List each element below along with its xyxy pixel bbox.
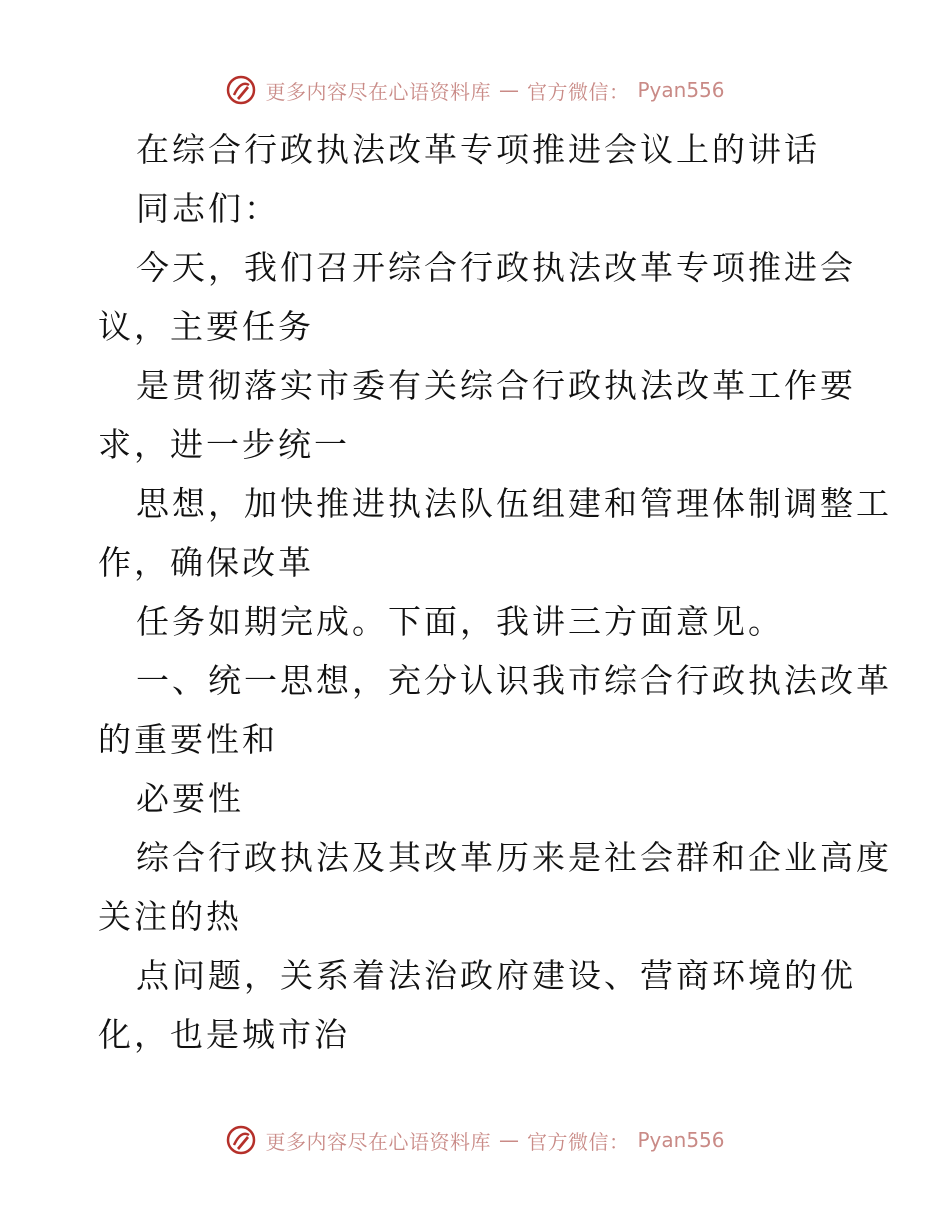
text-line: 必要性 — [136, 779, 244, 818]
watermark-label: 官方微信： — [526, 79, 630, 104]
text-line: 的重要性和 — [98, 720, 278, 759]
watermark-separator: — — [498, 1128, 519, 1152]
header-watermark — [0, 70, 950, 110]
text-line: 议，主要任务 — [98, 307, 314, 346]
pen-swirl-icon — [225, 74, 257, 106]
text-line: 关注的热 — [98, 897, 242, 936]
text-line: 在综合行政执法改革专项推进会议上的讲话 — [136, 130, 820, 169]
watermark-text: 更多内容尽在心语资料库 — [265, 79, 491, 104]
text-line: 综合行政执法及其改革历来是社会群和企业高度 — [136, 838, 892, 877]
watermark-label: 官方微信： — [526, 1129, 630, 1154]
watermark-id: Pyan556 — [637, 78, 725, 102]
text-line: 思想，加快推进执法队伍组建和管理体制调整工 — [136, 484, 892, 523]
text-line: 作，确保改革 — [98, 543, 314, 582]
watermark-separator: — — [498, 78, 519, 102]
text-line: 求，进一步统一 — [98, 425, 350, 464]
text-line: 同志们： — [136, 189, 280, 228]
pen-swirl-icon — [225, 1124, 257, 1156]
footer-watermark — [0, 1120, 950, 1160]
text-line: 点问题，关系着法治政府建设、营商环境的优 — [136, 956, 856, 995]
text-line: 任务如期完成。下面，我讲三方面意见。 — [136, 602, 784, 641]
text-line: 一、统一思想，充分认识我市综合行政执法改革 — [136, 661, 892, 700]
text-line: 是贯彻落实市委有关综合行政执法改革工作要 — [136, 366, 856, 405]
document-body — [98, 120, 892, 1064]
text-line: 今天，我们召开综合行政执法改革专项推进会 — [136, 248, 856, 287]
watermark-id: Pyan556 — [637, 1128, 725, 1152]
text-line: 化，也是城市治 — [98, 1015, 350, 1054]
watermark-text: 更多内容尽在心语资料库 — [265, 1129, 491, 1154]
